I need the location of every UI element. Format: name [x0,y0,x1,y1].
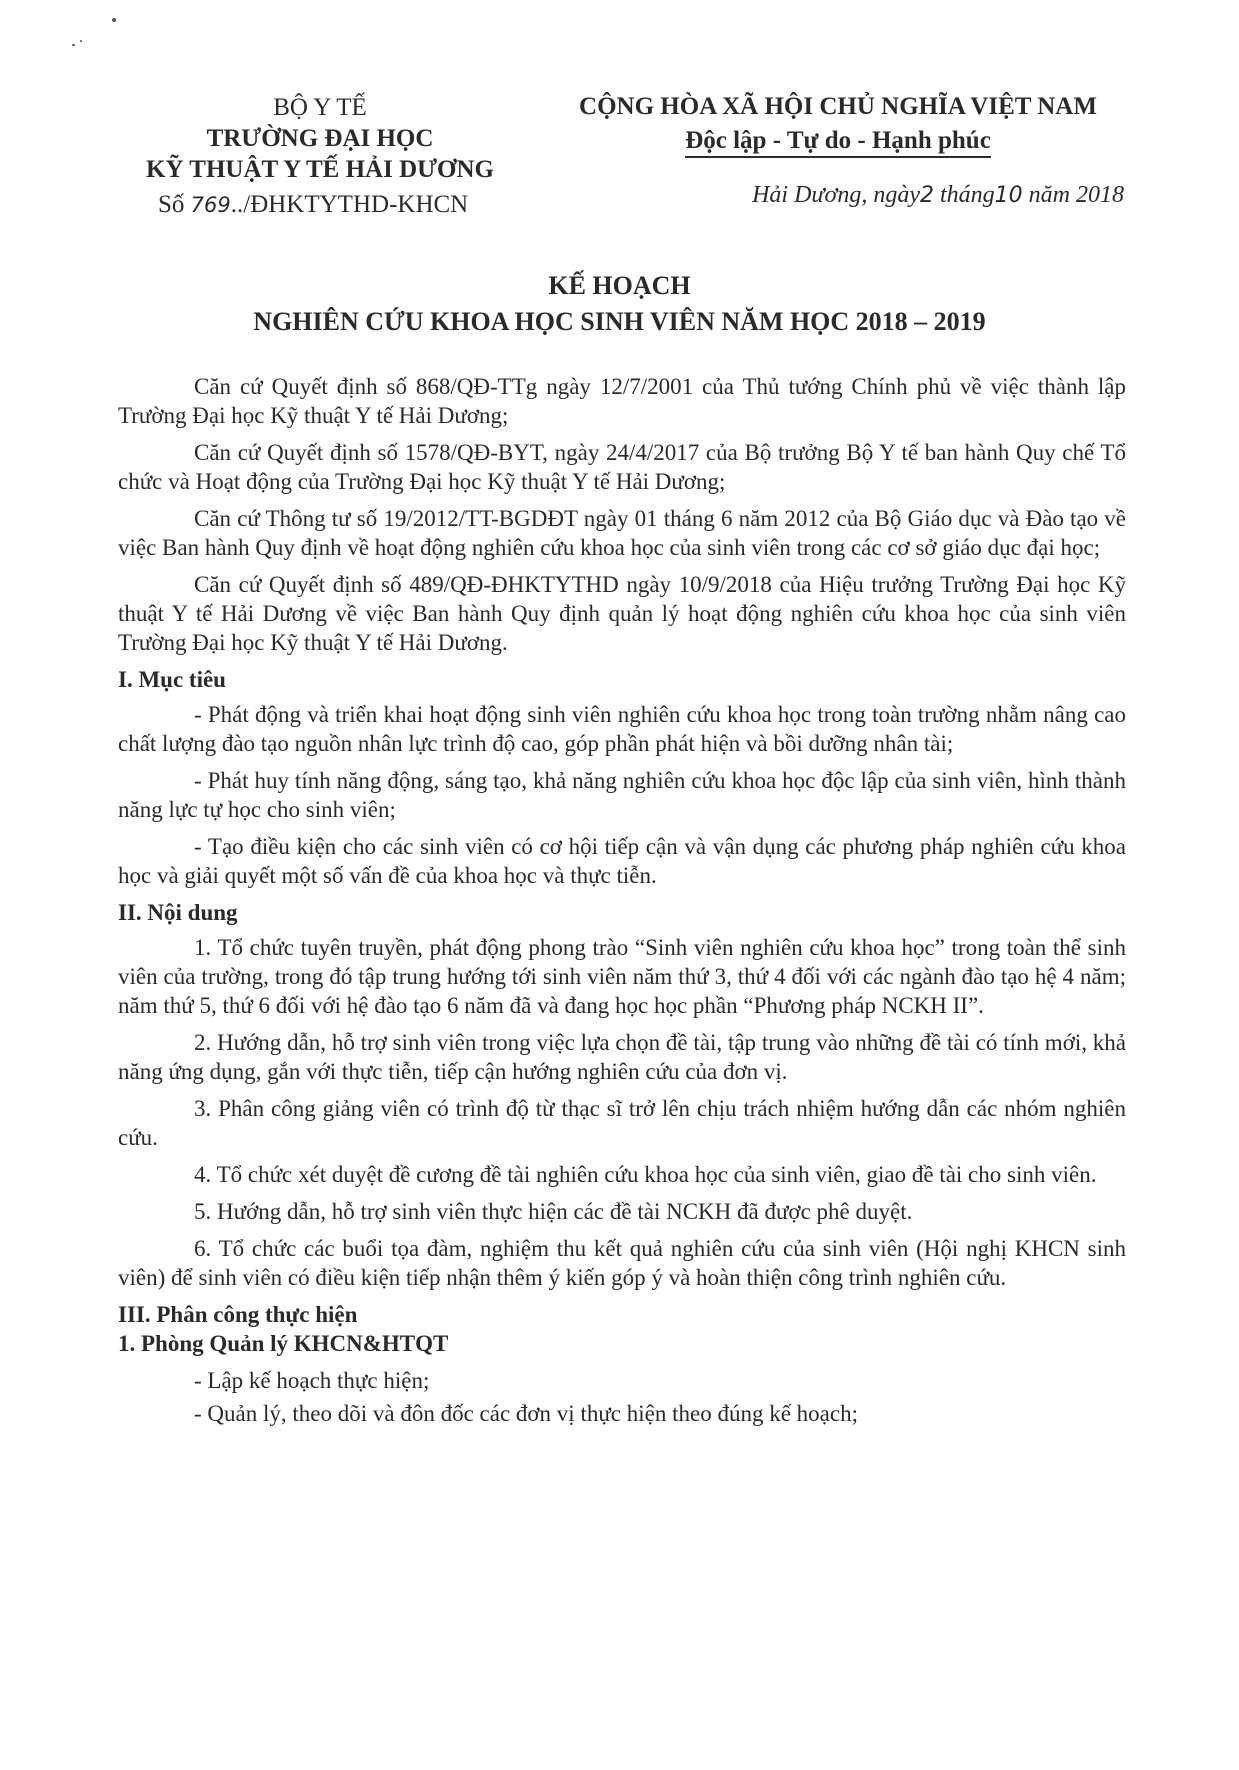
assignment-item: - Quản lý, theo dõi và đôn đốc các đơn vị thực hiện theo đúng kế hoạch; [194,1401,858,1426]
sub-heading-department: 1. Phòng Quản lý KHCN&HTQT [118,1331,449,1356]
title-line1: KẾ HOẠCH [548,271,691,300]
document-body [118,372,1126,1432]
objective-item: - Tạo điều kiện cho các sinh viên có cơ hội tiếp cận và vận dụng các phương pháp nghiên cứu khoa học và giải quyết một số vấn đề của khoa học và thực tiễn. [118,834,1126,888]
ref-prefix: Số [158,191,191,218]
preamble-paragraph: Căn cứ Quyết định số 868/QĐ-TTg ngày 12/7/2001 của Thủ tướng Chính phủ về việc thành lập Trường Đại học Kỹ thuật Y tế Hải Dương; [118,374,1126,428]
section-heading-content: II. Nội dung [118,900,238,925]
objective-item: - Phát động và triển khai hoạt động sinh viên nghiên cứu khoa học trong toàn trường nhằm nâng cao chất lượng đào tạo nguồn nhân lực trình độ cao, góp phần phát hiện và bồi dưỡng nhân tài; [118,702,1126,756]
preamble-paragraph: Căn cứ Quyết định số 489/QĐ-ĐHKTYTHD ngày 10/9/2018 của Hiệu trưởng Trường Đại học Kỹ thuật Y tế Hải Dương về việc Ban hành Quy định quản lý hoạt động nghiên cứu khoa học của sinh viên Trường Đại học Kỹ thuật Y tế Hải Dương. [118,572,1126,655]
preamble-paragraph: Căn cứ Thông tư số 19/2012/TT-BGDĐT ngày 01 tháng 6 năm 2012 của Bộ Giáo dục và Đào tạo về việc Ban hành Quy định về hoạt động nghiên cứu khoa học của sinh viên trong các cơ sở giáo dục đại học; [118,506,1126,560]
content-item: 6. Tổ chức các buổi tọa đàm, nghiệm thu kết quả nghiên cứu của sinh viên (Hội nghị KHCN sinh viên) để sinh viên có điều kiện tiếp nhận thêm ý kiến góp ý và hoàn thiện công trình nghiên cứu. [118,1236,1126,1290]
assignment-item: - Lập kế hoạch thực hiện; [194,1368,430,1393]
country-name: CỘNG HÒA XÃ HỘI CHỦ NGHĨA VIỆT NAM [579,93,1097,120]
content-item: 3. Phân công giảng viên có trình độ từ thạc sĩ trở lên chịu trách nhiệm hướng dẫn các nhóm nghiên cứu. [118,1096,1126,1150]
section-heading-objectives: I. Mục tiêu [118,667,226,692]
date-prefix: Hải Dương, ngày [752,182,920,208]
date-suffix: năm 2018 [1022,182,1124,208]
school-name-line2: KỸ THUẬT Y TẾ HẢI DƯƠNG [146,156,494,183]
content-item: 5. Hướng dẫn, hỗ trợ sinh viên thực hiện các đề tài NCKH đã được phê duyệt. [194,1199,913,1224]
content-item: 4. Tổ chức xét duyệt đề cương đề tài nghiên cứu khoa học của sinh viên, giao đề tài cho sinh viên. [194,1162,1097,1187]
scan-speck [80,40,82,42]
school-name-line1: TRƯỜNG ĐẠI HỌC [206,125,434,152]
national-heading-block [548,90,1128,213]
document-reference [110,189,530,221]
ministry-name: BỘ Y TẾ [273,94,367,121]
issuer-block [110,92,530,221]
date-mid: tháng [933,182,995,208]
scan-speck [112,18,116,22]
content-item: 1. Tổ chức tuyên truyền, phát động phong trào “Sinh viên nghiên cứu khoa học” trong toàn thể sinh viên của trường, trong đó tập trung hướng tới sinh viên năm thứ 3, thứ 4 đối với các ngành đào tạo hệ 4 năm; năm thứ 5, thứ 6 đối với hệ đào tạo 6 năm đã và đang học học phần “Phương pháp NCKH II”. [118,935,1126,1018]
content-item: 2. Hướng dẫn, hỗ trợ sinh viên trong việc lựa chọn đề tài, tập trung vào những đề tài có tính mới, khả năng ứng dụng, gắn với thực tiễn, tiếp cận hướng nghiên cứu của đơn vị. [118,1030,1126,1084]
title-line2: NGHIÊN CỨU KHOA HỌC SINH VIÊN NĂM HỌC 2018 – 2019 [253,307,986,336]
place-and-date [548,178,1128,213]
preamble-paragraph: Căn cứ Quyết định số 1578/QĐ-BYT, ngày 24/4/2017 của Bộ trưởng Bộ Y tế ban hành Quy chế Tổ chức và Hoạt động của Trường Đại học Kỹ thuật Y tế Hải Dương; [118,440,1126,494]
objective-item: - Phát huy tính năng động, sáng tạo, khả năng nghiên cứu khoa học độc lập của sinh viên, hình thành năng lực tự học cho sinh viên; [118,768,1126,822]
ref-suffix: ../ĐHKTYTHD-KHCN [230,191,469,218]
section-heading-assignment: III. Phân công thực hiện [118,1302,358,1327]
date-month: 10 [994,183,1023,208]
national-motto: Độc lập - Tự do - Hạnh phúc [685,126,991,158]
date-day: 2 [919,183,934,208]
scan-speck [72,44,75,46]
ref-number: 769 [190,193,231,217]
document-title [0,268,1239,340]
